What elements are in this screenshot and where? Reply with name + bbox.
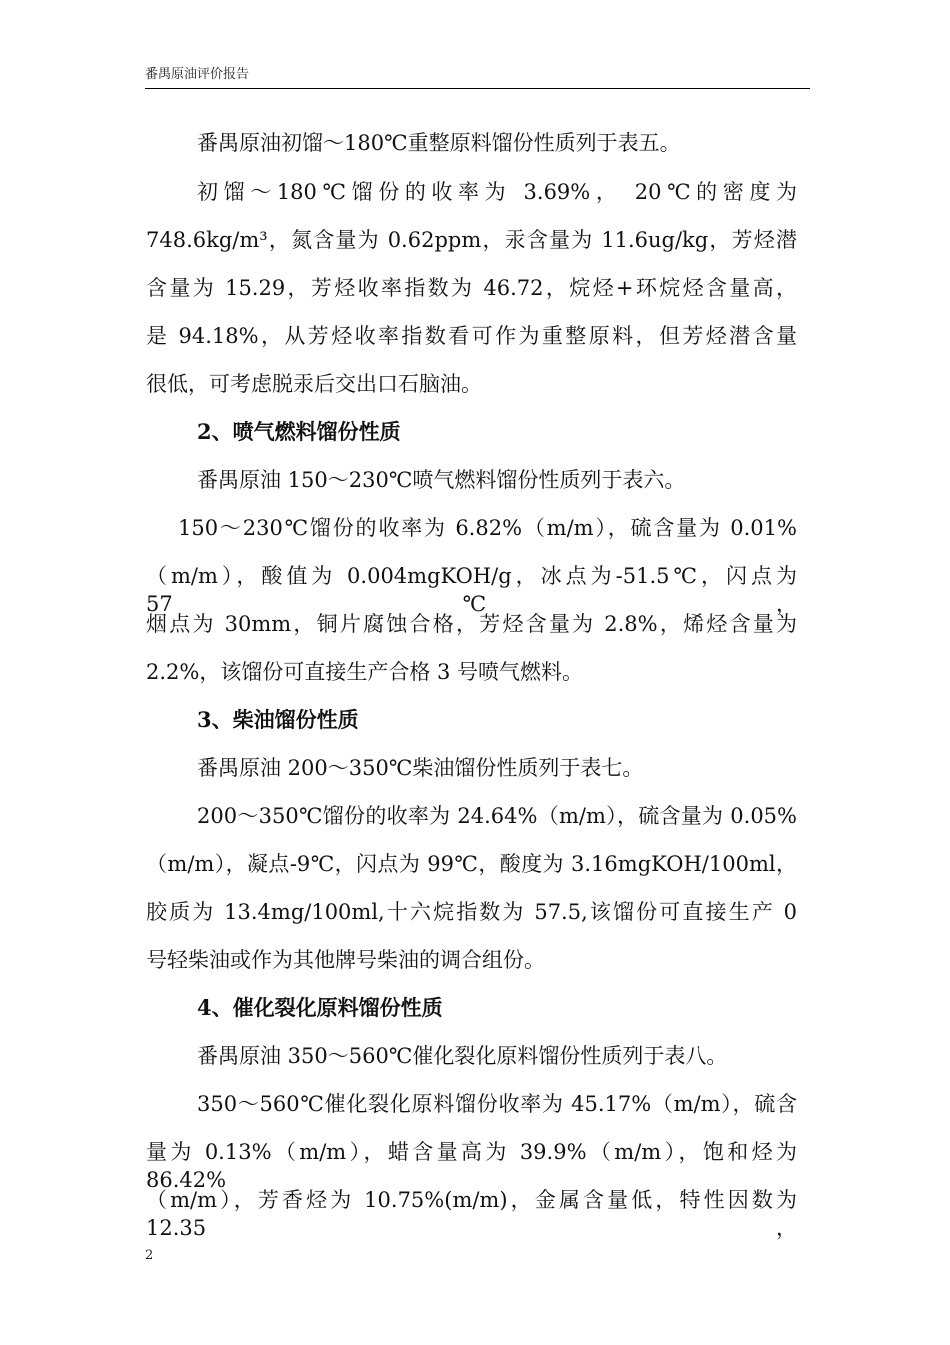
- paragraph-line: 含量为 15.29，芳烃收率指数为 46.72，烷烃+环烷烃含量高，: [146, 276, 797, 300]
- page-header: [145, 64, 810, 89]
- page-number: 2: [145, 1248, 154, 1263]
- paragraph-line: 番禺原油初馏～180℃重整原料馏份性质列于表五。: [197, 131, 681, 155]
- paragraph-line: 号轻柴油或作为其他牌号柴油的调合组份。: [146, 948, 545, 972]
- section-heading: 3、柴油馏份性质: [197, 707, 359, 732]
- paragraph-line: （m/m），凝点-9℃，闪点为 99℃，酸度为 3.16mgKOH/100ml，: [146, 852, 797, 876]
- paragraph-line: 很低，可考虑脱汞后交出口石脑油。: [146, 372, 482, 396]
- paragraph-line: 初馏～180℃馏份的收率为 3.69%， 20℃的密度为: [197, 180, 797, 204]
- paragraph-line: 是 94.18%，从芳烃收率指数看可作为重整原料，但芳烃潜含量: [146, 324, 797, 348]
- paragraph-line: 350～560℃催化裂化原料馏份收率为 45.17%（m/m），硫含: [197, 1092, 797, 1116]
- header-title: 番禺原油评价报告: [145, 67, 250, 82]
- paragraph-line: （m/m），酸值为 0.004mgKOH/g，冰点为-51.5℃，闪点为 57℃，: [146, 564, 797, 616]
- paragraph-line: 番禺原油 150～230℃喷气燃料馏份性质列于表六。: [197, 468, 686, 492]
- paragraph-line: 胶质为 13.4mg/100ml,十六烷指数为 57.5,该馏份可直接生产 0: [146, 900, 797, 924]
- paragraph-line: 番禺原油 350～560℃催化裂化原料馏份性质列于表八。: [197, 1044, 728, 1068]
- section-heading: 2、喷气燃料馏份性质: [197, 419, 401, 444]
- paragraph-line: 番禺原油 200～350℃柴油馏份性质列于表七。: [197, 756, 644, 780]
- paragraph-line: 烟点为 30mm，铜片腐蚀合格，芳烃含量为 2.8%，烯烃含量为: [146, 612, 797, 636]
- paragraph-line: 200～350℃馏份的收率为 24.64%（m/m），硫含量为 0.05%: [197, 804, 797, 828]
- section-heading: 4、催化裂化原料馏份性质: [197, 995, 443, 1020]
- paragraph-line: 2.2%，该馏份可直接生产合格 3 号喷气燃料。: [146, 660, 584, 684]
- paragraph-line: 150～230℃馏份的收率为 6.82%（m/m），硫含量为 0.01%: [178, 516, 797, 540]
- paragraph-line: 748.6kg/m³，氮含量为 0.62ppm，汞含量为 11.6ug/kg，芳烃潜: [146, 228, 797, 252]
- paragraph-line: 量为 0.13%（m/m），蜡含量高为 39.9%（m/m），饱和烃为 86.42%: [146, 1140, 797, 1192]
- paragraph-line: （m/m），芳香烃为 10.75%(m/m)，金属含量低，特性因数为 12.35，: [146, 1188, 797, 1240]
